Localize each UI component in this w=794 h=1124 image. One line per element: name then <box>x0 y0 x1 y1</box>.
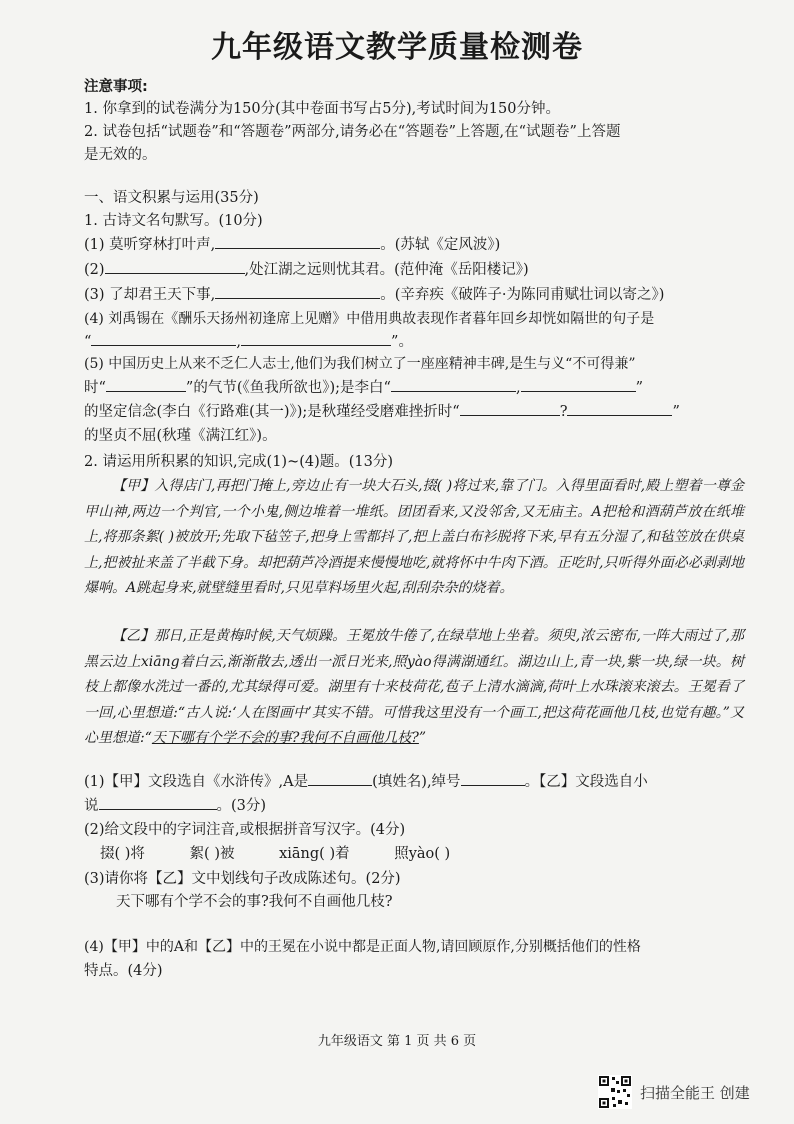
q2-sub-4: (4)【甲】中的A和【乙】中的王冕在小说中都是正面人物,请回顾原作,分别概括他们的性格 <box>84 939 641 955</box>
text: ? <box>559 404 568 420</box>
notice-heading: 注意事项: <box>84 79 148 95</box>
q1-line-2 <box>84 259 529 281</box>
quote-close: ” <box>635 380 643 396</box>
text: (1)【甲】文段选自《水浒传》,A是 <box>84 774 309 790</box>
answer-blank[interactable] <box>567 401 672 416</box>
q1-line-5d: 的坚贞不屈(秋瑾《满江红》)。 <box>84 428 277 444</box>
q2-sub-1-cont <box>84 795 266 817</box>
q2-sub-3: (3)请你将【乙】文中划线句子改成陈述句。(2分) <box>84 871 401 887</box>
answer-blank[interactable] <box>461 771 525 786</box>
q2-sub-3-sentence: 天下哪有个学不会的事?我何不自画他几枝? <box>116 894 393 910</box>
answer-blank[interactable] <box>391 377 516 392</box>
q2-stem: 2. 请运用所积累的知识,完成(1)~(4)题。(13分) <box>84 454 394 470</box>
q1-line-3 <box>84 284 664 306</box>
q1-stem: 1. 古诗文名句默写。(10分) <box>84 213 263 229</box>
text: 说 <box>84 798 99 814</box>
text: 时“ <box>84 380 106 396</box>
answer-blank[interactable] <box>99 795 217 810</box>
passage-yi-end: ” <box>418 730 427 746</box>
page-title: 九年级语文教学质量检测卷 <box>211 30 583 65</box>
scanner-watermark: 扫描全能王 创建 <box>640 1084 750 1102</box>
comma: , <box>515 380 521 396</box>
q1-line-4: (4) 刘禹锡在《酬乐天扬州初逢席上见赠》中借用典故表现作者暮年回乡却恍如隔世的句子是 <box>84 311 655 327</box>
q1-line-5c <box>84 401 680 423</box>
answer-blank[interactable] <box>241 331 391 346</box>
text: 。(3分) <box>216 798 267 814</box>
q1-1-text: (1) 莫听穿林打叶声, <box>84 237 216 253</box>
text: (填姓名),绰号 <box>372 774 461 790</box>
q1-3-text: (3) 了却君王天下事, <box>84 287 216 303</box>
q1-line-4-blanks <box>84 331 413 353</box>
notice-item-1: 1. 你拿到的试卷满分为150分(其中卷面书写占5分),考试时间为150分钟。 <box>84 101 560 117</box>
pinyin-row <box>100 842 490 863</box>
section-heading: 一、语文积累与运用(35分) <box>84 190 259 206</box>
q1-2-source: ,处江湖之远则忧其君。(范仲淹《岳阳楼记》) <box>244 262 529 278</box>
answer-blank[interactable] <box>215 234 380 249</box>
q1-line-5b <box>84 377 643 399</box>
q2-sub-2: (2)给文段中的字词注音,或根据拼音写汉字。(4分) <box>84 822 406 838</box>
answer-blank[interactable] <box>521 377 636 392</box>
quote-close: ” <box>672 404 680 420</box>
answer-blank[interactable] <box>91 331 236 346</box>
page-footer: 九年级语文 第 1 页 共 6 页 <box>317 1034 477 1049</box>
q2-sub-4-cont: 特点。(4分) <box>84 963 163 979</box>
pinyin-item: 照yào( ) <box>394 846 451 862</box>
pinyin-item: xiāng( )着 <box>279 846 350 862</box>
q1-1-source: 。(苏轼《定风波》) <box>380 237 501 253</box>
answer-blank[interactable] <box>106 377 186 392</box>
answer-blank[interactable] <box>215 284 380 299</box>
q1-2-text: (2) <box>84 262 105 278</box>
comma: , <box>236 334 242 350</box>
passage-jia-text: 【甲】入得店门,再把门掩上,旁边止有一块大石头,掇( )将过来,靠了门。入得里面看时,殿上塑着一尊金甲山神,两边一个判官,一个小鬼,侧边堆着一堆纸。团团看来,又没邻舍,又无庙主。A把枪和酒葫芦放在纸堆上,将那条絮( )被放开;先取下毡笠子,把身上雪都抖了,把上盖白布衫脱将下来,早有五分湿了,和毡笠放在供桌上,把被扯来盖了半截下身。却把葫芦冷酒提来慢慢地吃,就将怀中牛肉下酒。正吃时,只听得外面必必剥剥地爆响。A跳起身来,就壁缝里看时,只见草料场里火起,刮刮杂杂的烧着。 <box>84 478 744 596</box>
notice-item-2: 2. 试卷包括“试题卷”和“答题卷”两部分,请务必在“答题卷”上答题,在“试题卷”上答题 <box>84 124 621 140</box>
passage-jia <box>84 474 744 602</box>
passage-yi <box>84 624 744 752</box>
q1-3-source: 。(辛弃疾《破阵子·为陈同甫赋壮词以寄之》) <box>380 287 665 303</box>
text: 的坚定信念(李白《行路难(其一)》);是秋瑾经受磨难挫折时“ <box>84 404 460 420</box>
text: ”的气节(《鱼我所欲也》);是李白“ <box>185 380 391 396</box>
underlined-sentence: 天下哪有个学不会的事?我何不自画他几枝? <box>151 730 419 746</box>
answer-blank[interactable] <box>460 401 560 416</box>
quote-open: “ <box>84 334 92 350</box>
q1-line-5: (5) 中国历史上从来不乏仁人志士,他们为我们树立了一座座精神丰碑,是生与义“不可得兼” <box>84 356 636 372</box>
text: 。【乙】文段选自小 <box>524 774 648 790</box>
passage-yi-paragraph <box>84 624 744 752</box>
pinyin-item: 絮( )被 <box>189 846 235 862</box>
pinyin-item: 掇( )将 <box>100 846 145 862</box>
answer-blank[interactable] <box>105 259 245 274</box>
notice-item-2-cont: 是无效的。 <box>84 147 157 163</box>
answer-blank[interactable] <box>308 771 372 786</box>
q1-line-1 <box>84 234 500 256</box>
qr-code-icon <box>598 1075 632 1109</box>
passage-yi-text: 【乙】那日,正是黄梅时候,天气烦躁。王冕放牛倦了,在绿草地上坐着。须臾,浓云密布,一阵大雨过了,那黑云边上xiāng着白云,渐渐散去,透出一派日光来,照yào得满湖通红。湖边山上,青一块,紫一块,绿一块。树枝上都像水洗过一番的,尤其绿得可爱。湖里有十来枝荷花,苞子上清水滴滴,荷叶上水珠滚来滚去。王冕看了一回,心里想道:“古人说:‘人在图画中’其实不错。可惜我这里没有一个画工,把这荷花画他几枝,也觉有趣。”又心里想道:“ <box>84 628 744 746</box>
quote-close: ”。 <box>391 334 413 350</box>
q2-sub-1 <box>84 771 648 793</box>
